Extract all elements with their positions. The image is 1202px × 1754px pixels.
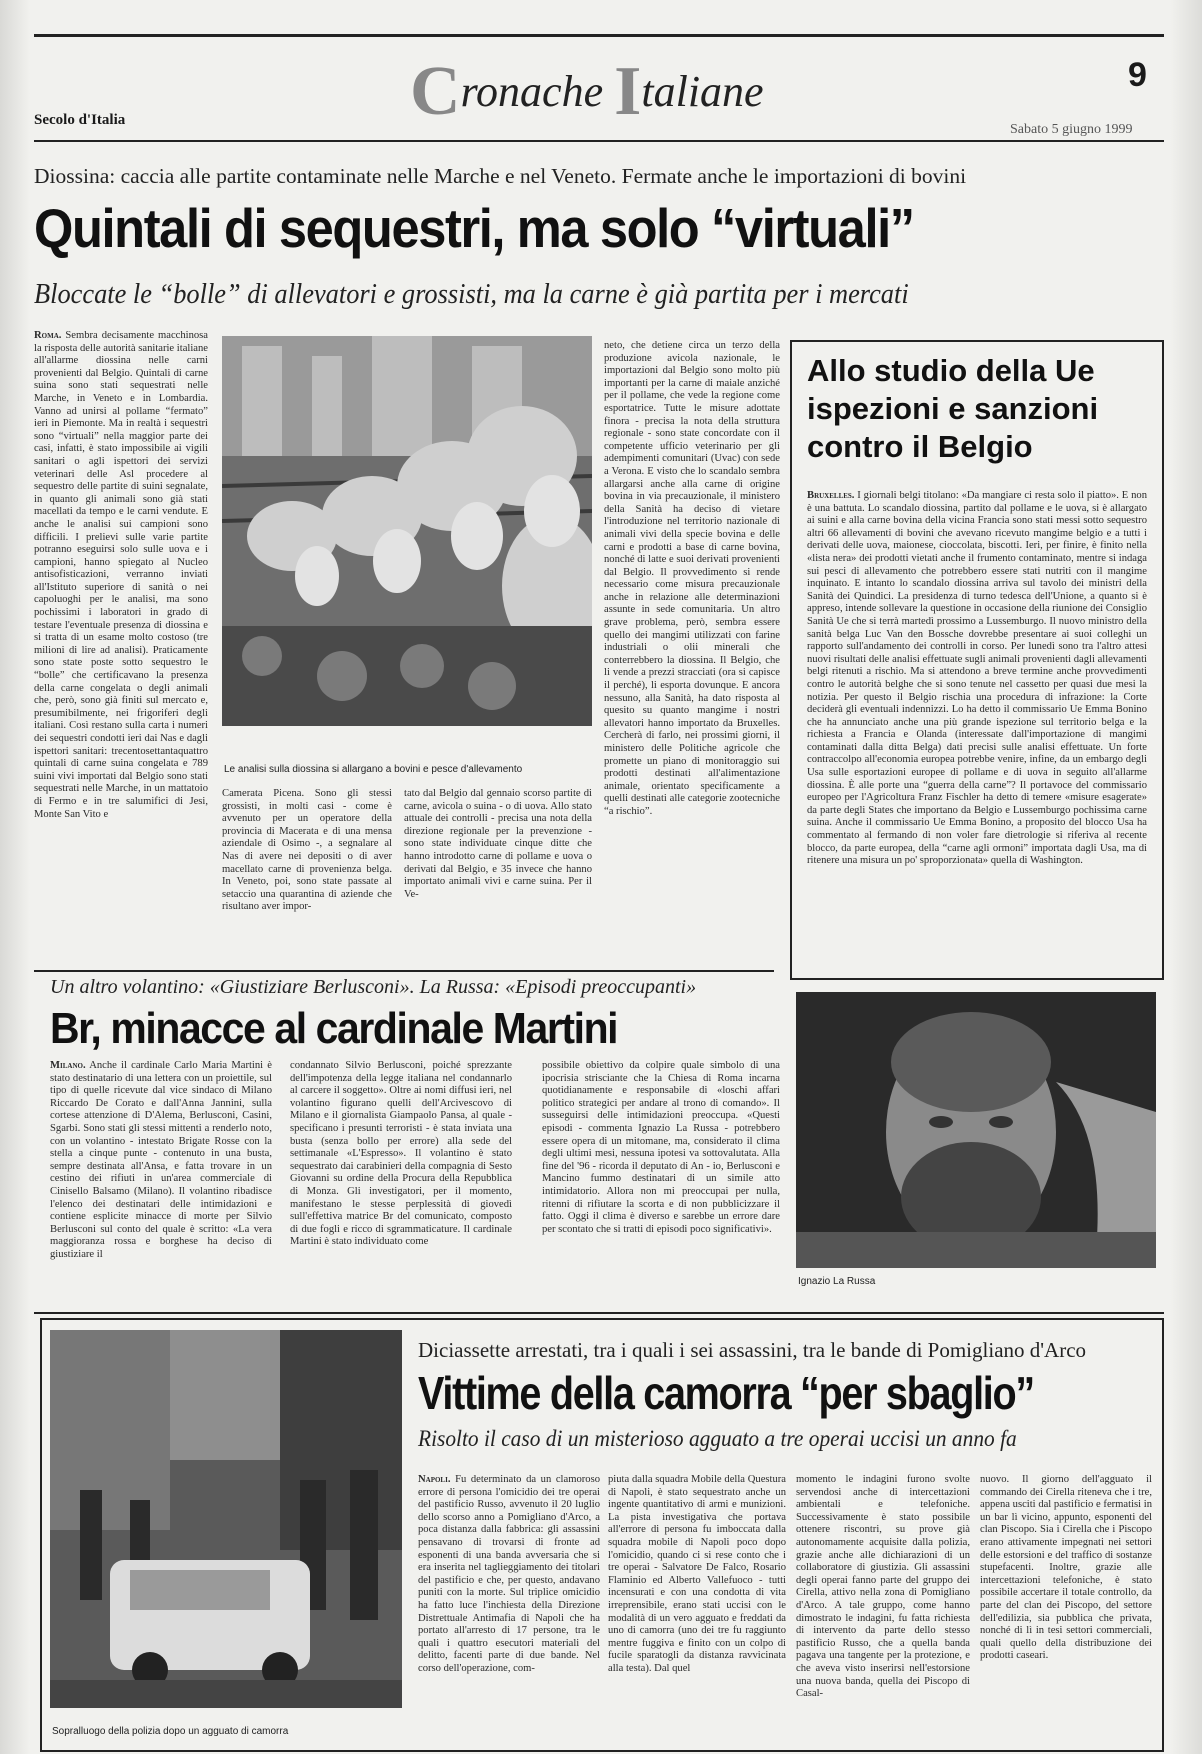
article1-headline: Quintali di sequestri, ma solo “virtuali” [34,197,914,259]
masthead-rule [34,140,1164,142]
belgium-box-headline: Allo studio della Ue ispezioni e sanzioni contro il Belgio [807,353,1099,464]
newspaper-name: Secolo d'Italia [34,112,126,128]
cattle-photo-image [222,336,592,726]
cattle-photo [222,336,592,726]
police-photo-caption: Sopralluogo della polizia dopo un agguato di camorra [52,1726,289,1737]
article1-column-4: neto, che detiene circa un terzo della produzione avicola nazionale, le importazioni dal Belgio sono molto più importanti per la carne di maiale anziché per il pollame, che vede la regione come esportatrice. Tutte le misure adottate finora - precisa la nota della struttura regionale - sono state concordate con il competente ufficio veterinario per gli adempimenti comunitari (Uvac) con sede a Verona. E visto che lo scandalo sembra allargarsi anche alla carne di origine bovina in via precauzionale, il ministero della Sanità ha deciso di vietare l'introduzione nel territorio nazionale di animali vivi della specie bovina e delle carni e prodotti a base di carne bovina, nonché di latte e suoi derivati provenienti dal Belgio. Il provvedimento si rende necessario come misura precauzionale anche in relazione alle determinazioni assunte in sede comunitaria. Un altro grave problema, però, sembra essere quello dei mangimi utilizzati con farine industriali o olii minerali che conterrebbero la diossina. Il Belgio, che li vende a prezzi stracciati (ora si capisce il perché), li esporta dovunque. E ancora nessuno, alla Sanità, ha dato risposta al quesito su quanto mangime i nostri allevatori hanno importato da Bruxelles. Cercherà di farlo, nei prossimi giorni, il ministero delle Politiche agricole che promette un piano di monitoraggio sui prodotti destinati all'alimentazione animale, orientato specificamente a quelli destinati alle categorie zootecniche “a rischio”. [604,340,780,817]
cattle-photo-caption: Le analisi sulla diossina si allargano a bovini e pesce d'allevamento [224,764,523,775]
la-russa-photo-caption: Ignazio La Russa [798,1276,876,1287]
article2-column-3: possibile obiettivo da colpire quale simbolo di una ipocrisia strisciante che la Chiesa di Roma incarna quotidianamente e responsabile di «loschi affari politico strategici per andare al trono di comando». Il susseguirsi delle intimidazioni preoccupa. «Questi episodi - commenta Ignazio La Russa - potrebbero essere opera di un mitomane, ma, considerato il clima degli ultimi mesi, nessuna ipotesi va sottovalutata. Alla fine del '96 - ricorda il deputato di An - io, Berlusconi e Mancino fummo destinatari di un simile atto intimidatorio. Allora non mi preoccupai per nulla, ritenni di rifiutare la scorta e di non pubblicizzare il fatto. Oggi il clima è diverso e sarebbe un errore dare per scontato che si tratti di episodi poco significativi». [542,1060,780,1235]
belgium-box-dateline: Bruxelles. [807,490,855,501]
article2-kicker: Un altro volantino: «Giustiziare Berlusconi». La Russa: «Episodi preoccupanti» [50,976,697,998]
la-russa-photo [796,992,1156,1268]
section-rule-1 [34,970,774,972]
article2-headline: Br, minacce al cardinale Martini [50,1004,618,1053]
page-number: 9 [1128,56,1147,94]
la-russa-photo-image [796,992,1156,1268]
article3-column-3: momento le indagini furono svolte servendosi anche di intercettazioni ambientali e telefoniche. Successivamente è stato possibile ottenere riscontri, su prove già autonomamente acquisite dalla polizia, grazie anche alle dichiarazioni di un collaboratore di giustizia. Gli assassini degli operai fanno parte del gruppo dei Cirella, attivo nella zona di Pomigliano d'Arco. A tale gruppo, come hanno dimostrato le indagini, fu fatta richiesta di intervento da parte dello stesso pastificio Russo, che a quella banda pagava una tangente per la protezione, e che aveva visto inserirsi nell'estorsione una nuova banda, quella dei Piscopo di Casal- [796,1474,970,1700]
issue-date: Sabato 5 giugno 1999 [1010,122,1133,137]
article3-dateline: Napoli. [418,1474,451,1485]
police-photo-image [50,1330,402,1708]
article3-column-4: nuovo. Il giorno dell'agguato il commando dei Cirella riteneva che i tre, appena usciti dal pastificio e fermatisi in un bar lì vicino, appunto, esponenti del clan Piscopo. Sia i Cirella che i Piscopo erano attivamente impegnati nei settori delle estorsioni e del traffico di sostanze stupefacenti. Inoltre, grazie alle intercettazioni telefoniche, è stato possibile accertare il totale controllo, da parte del clan dei Piscopo, del settore dell'edilizia, sia pubblica che privata, nonché di lì in tesi settori commerciali, quali quello della distribuzione dei prodotti caseari. [980,1474,1152,1662]
belgium-box-body: Bruxelles. I giornali belgi titolano: «Da mangiare ci resta solo il piatto». E non è una battuta. Lo scandalo diossina, partito dal pollame e le uova, si è allargato ai suini e alla carne bovina della vicina Francia sono stati messi sotto sequestro altri 66 allevamenti di bovini che avevano ricevuto mangime belgio e a tutti i derivati delle uova, maionese, cioccolata, biscotti. Ieri, per finire, è finito nella «lista nera» dei prodotti vietati anche il frumento contaminato, mentre si indaga sui pesci di allevamento che potrebbero essere stati nutriti con il mangime inquinato. E intanto lo scandalo diossina arriva sul tavolo dei ministri della Sanità dei Quindici. La presidenza di turno tedesca dell'Unione, a quanto si è appreso, intende sollevare la questione in occasione della riunione dei Consiglio Sanità Ue che si terrà martedì prossimo a Lussemburgo. Il nuovo ministro della sanità belga Luc Van den Bossche dovrebbe presentare ai suoi colleghi un rapporto sull'andamento dei controlli in corso. Per lunedì sono tra l'altro attesi nuovi risultati delle analisi effettuate sugli animali provenienti dagli allevamenti belgi ritenuti a rischio. Ma si attendono a breve termine anche provvedimenti contro le autorità belghe che si sono tenute nel cassetto per quasi due mesi la notizia. Per questo il Belgio rischia una procedura di infrazione: la Corte deciderà gli eventuali indennizzi. Lo ha detto il commissario Ue Emma Bonino che ha annunciato anche una più grande ispezione sul territorio belga e la richiesta a Francia e Olanda (interessate dall'importazione di mangimi contaminati dalla ditta Belga) dati precisi sulle analisi effettuate. Un forte contraccolpo all'economia europea potrebbe venire, infine, da un embargo degli Usa sulle esportazioni europee di pollame e di uova in seguito all'allarme diossina. È alle porte una “guerra della carne”? Il portavoce del commissario europeo per l'Agricoltura Franz Fischler ha detto di temere «misure esagerate» da parte degli States che importano da Belgio e Lussemburgo pochissima carne suina. Anche il commissario Ue Emma Bonino, a proposito del blocco Usa ha commentato al fermando di non voler fare dietrologie si riferiva al recente blocco, da parte europea, della “carne agli ormoni” importata dagli Usa, ma di ritenere una misura un po' sproporzionata» quella di Washington. [807,490,1147,867]
article3-headline: Vittime della camorra “per sbaglio” [418,1367,1034,1419]
article1-column-2b: Camerata Picena. Sono gli stessi grossisti, in molti casi - come è avvenuto per un operatore della provincia di Macerata e di una mensa aziendale di Osimo -, a segnalare al Nas di avere nei depositi o di aver macellato carne di provenienza belga. In Veneto, poi, sono state passate al setaccio una quarantina di aziende che risultano aver impor- [222,788,392,913]
top-rule [34,34,1164,37]
article2-dateline: Milano. [50,1060,86,1071]
article3-deck: Risolto il caso di un misterioso agguato a tre operai uccisi un anno fa [418,1426,1017,1451]
article3-column-1: Napoli. Fu determinato da un clamoroso errore di persona l'omicidio dei tre operai del pastificio Russo, avvenuto il 20 luglio dello scorso anno a Pomigliano d'Arco, a poca distanza dalla fabbrica: gli assassini pensavano di trovarsi di fronte ad esponenti di una banda avversaria che si era inserita nel taglieggiamento dei titolari del pastificio e che, per questo, andavano puniti con la morte. Sul triplice omicidio ha fatto luce l'inchiesta della Direzione Distrettuale Antimafia di Napoli che ha portato all'arresto di 17 persone, tra le quali i quattro esecutori materiali del delitto, facenti parte di due bande. Nel corso dell'operazione, com- [418,1474,600,1674]
section-title: Cronache Italiane [410,53,764,130]
article3-column-2: piuta dalla squadra Mobile della Questura di Napoli, è stato sequestrato anche un ingente quantitativo di armi e munizioni. La pista investigativa che portava all'errore di persona fu imboccata dalla squadra mobile di Napoli poco dopo l'omicidio, quando ci si rese conto che i tre operai - Salvatore De Falco, Rosario Flaminio ed Alberto Vallefuoco - tutti incensurati e con una condotta di vita irreprensibile, erano stati uccisi con le modalità di un vero agguato e freddati da uno di camorra (uno dei tre fu raggiunto mentre fuggiva e finito con un colpo di fucile sparatogli da distanza ravvicinata alla testa). Dal quel [608,1474,786,1674]
article1-kicker: Diossina: caccia alle partite contaminate nelle Marche e nel Veneto. Fermate anche le importazioni di bovini [34,164,967,188]
police-photo [50,1330,402,1708]
article2-column-2: condannato Silvio Berlusconi, poiché sprezzante dell'impotenza della legge italiana nel condannarlo al carcere il soggetto». Oltre ai nomi diffusi ieri, nel volantino figurano quelli dell'Arcivescovo di Milano e il giornalista Giampaolo Pansa, al quale - specificano i presunti terroristi - è stata inviata una busta (senza bollo per errore) alla sede del settimanale «L'Espresso». Il volantino è stato sequestrato dai carabinieri della compagnia di Sesto Giovanni su ordine della Procura della Repubblica di Monza. Gli investigatori, per il momento, manifestano le stesse perplessità di giovedì sull'effettiva matrice Br del comunicato, composto di due fogli e ricco di sgrammaticature. Il cardinale Martini è stato individuato come [290,1060,512,1248]
article2-column-1: Milano. Anche il cardinale Carlo Maria Martini è stato destinatario di una lettera con un proiettile, sul tipo di quelle ricevute dal vice sindaco di Milano Riccardo De Corato e dall'Anna Jannini, sulla cortese attenzione di D'Alema, Berlusconi, Casini, Sgarbi. Sono stati gli stessi mittenti a renderlo noto, con un volantino - intestato Brigate Rosse con la stella a cinque punte - contenuto in una busta, sempre destinata all'Ansa, e fatta trovare in un cestino dei rifiuti in un'area commerciale di Cinisello Balsamo (Milano). Il volantino ribadisce l'elenco dei destinatari delle intimidazioni e contiene esplicite minacce di morte per Silvio Berlusconi sul conto del quale è scritto: «La vera maggioranza rossa e borghese ha deciso di giustiziare il [50,1060,272,1260]
section-rule-2 [34,1312,1164,1314]
article3-kicker: Diciassette arrestati, tra i quali i sei assassini, tra le bande di Pomigliano d'Arco [418,1338,1087,1362]
article1-column-3b: tato dal Belgio dal gennaio scorso partite di carne, avicola o suina - o di uova. Allo stato attuale dei controlli - precisa una nota della direzione regionale per la prevenzione - sono state individuate cinque ditte che hanno introdotto carne di pollame e uova o derivati dal Belgio, e 35 invece che hanno importato animali vivi e carne suina. Per il Ve- [404,788,592,900]
article1-dateline: Roma. [34,330,62,341]
article1-column-1: Roma. Sembra decisamente macchinosa la risposta delle autorità sanitarie italiane all'allarme diossina nelle carni provenienti dal Belgio. Quintali di carne suina sono stati sequestrati nelle Marche, in Veneto e in Lombardia. Vanno ad unirsi al pollame “fermato” ieri in Piemonte. Ma in realtà i sequestri sono “virtuali” nella maggior parte dei casi, infatti, è stato impossibile ai vigili sanitari o agli ispettori dei servizi veterinari delle Asl procedere al sequestro delle partite di suini segnalate, in quanto gli animali sono già stati macellati da tempo e le carni vendute. E anche le analisi sui campioni sono difficili. I prelievi sulle varie partite potranno eseguirsi solo sulle uova e i campioni, hanno spiegato al Nucleo antisofisticazioni, verranno inviati all'Istituto superiore di sanità o nei capoluoghi per le analisi, ma sono pochissimi i laboratori in grado di testare l'eventuale presenza di diossina e si tratta di un esame molto costoso (tre milioni di lire ad analisi). Praticamente sono state poste sotto sequestro le “bolle” che certificavano la presenza della carne congelata o degli animali che, però, sono già finiti sul mercato e, presumibilmente, nei frigoriferi degli italiani. Così restano sulla carta i numeri dei sequestri condotti ieri dai Nas e dagli ispettori sanitari: trecentosettantaquattro quintali di carne suina congelata e 789 suini vivi importati dal Belgio sono stati sequestrati nelle Marche, in un mattatoio di Fermo e in tre salumifici di Jesi, Monte San Vito e [34,330,208,820]
article1-deck: Bloccate le “bolle” di allevatori e grossisti, ma la carne è già partita per i mercati [34,278,909,310]
